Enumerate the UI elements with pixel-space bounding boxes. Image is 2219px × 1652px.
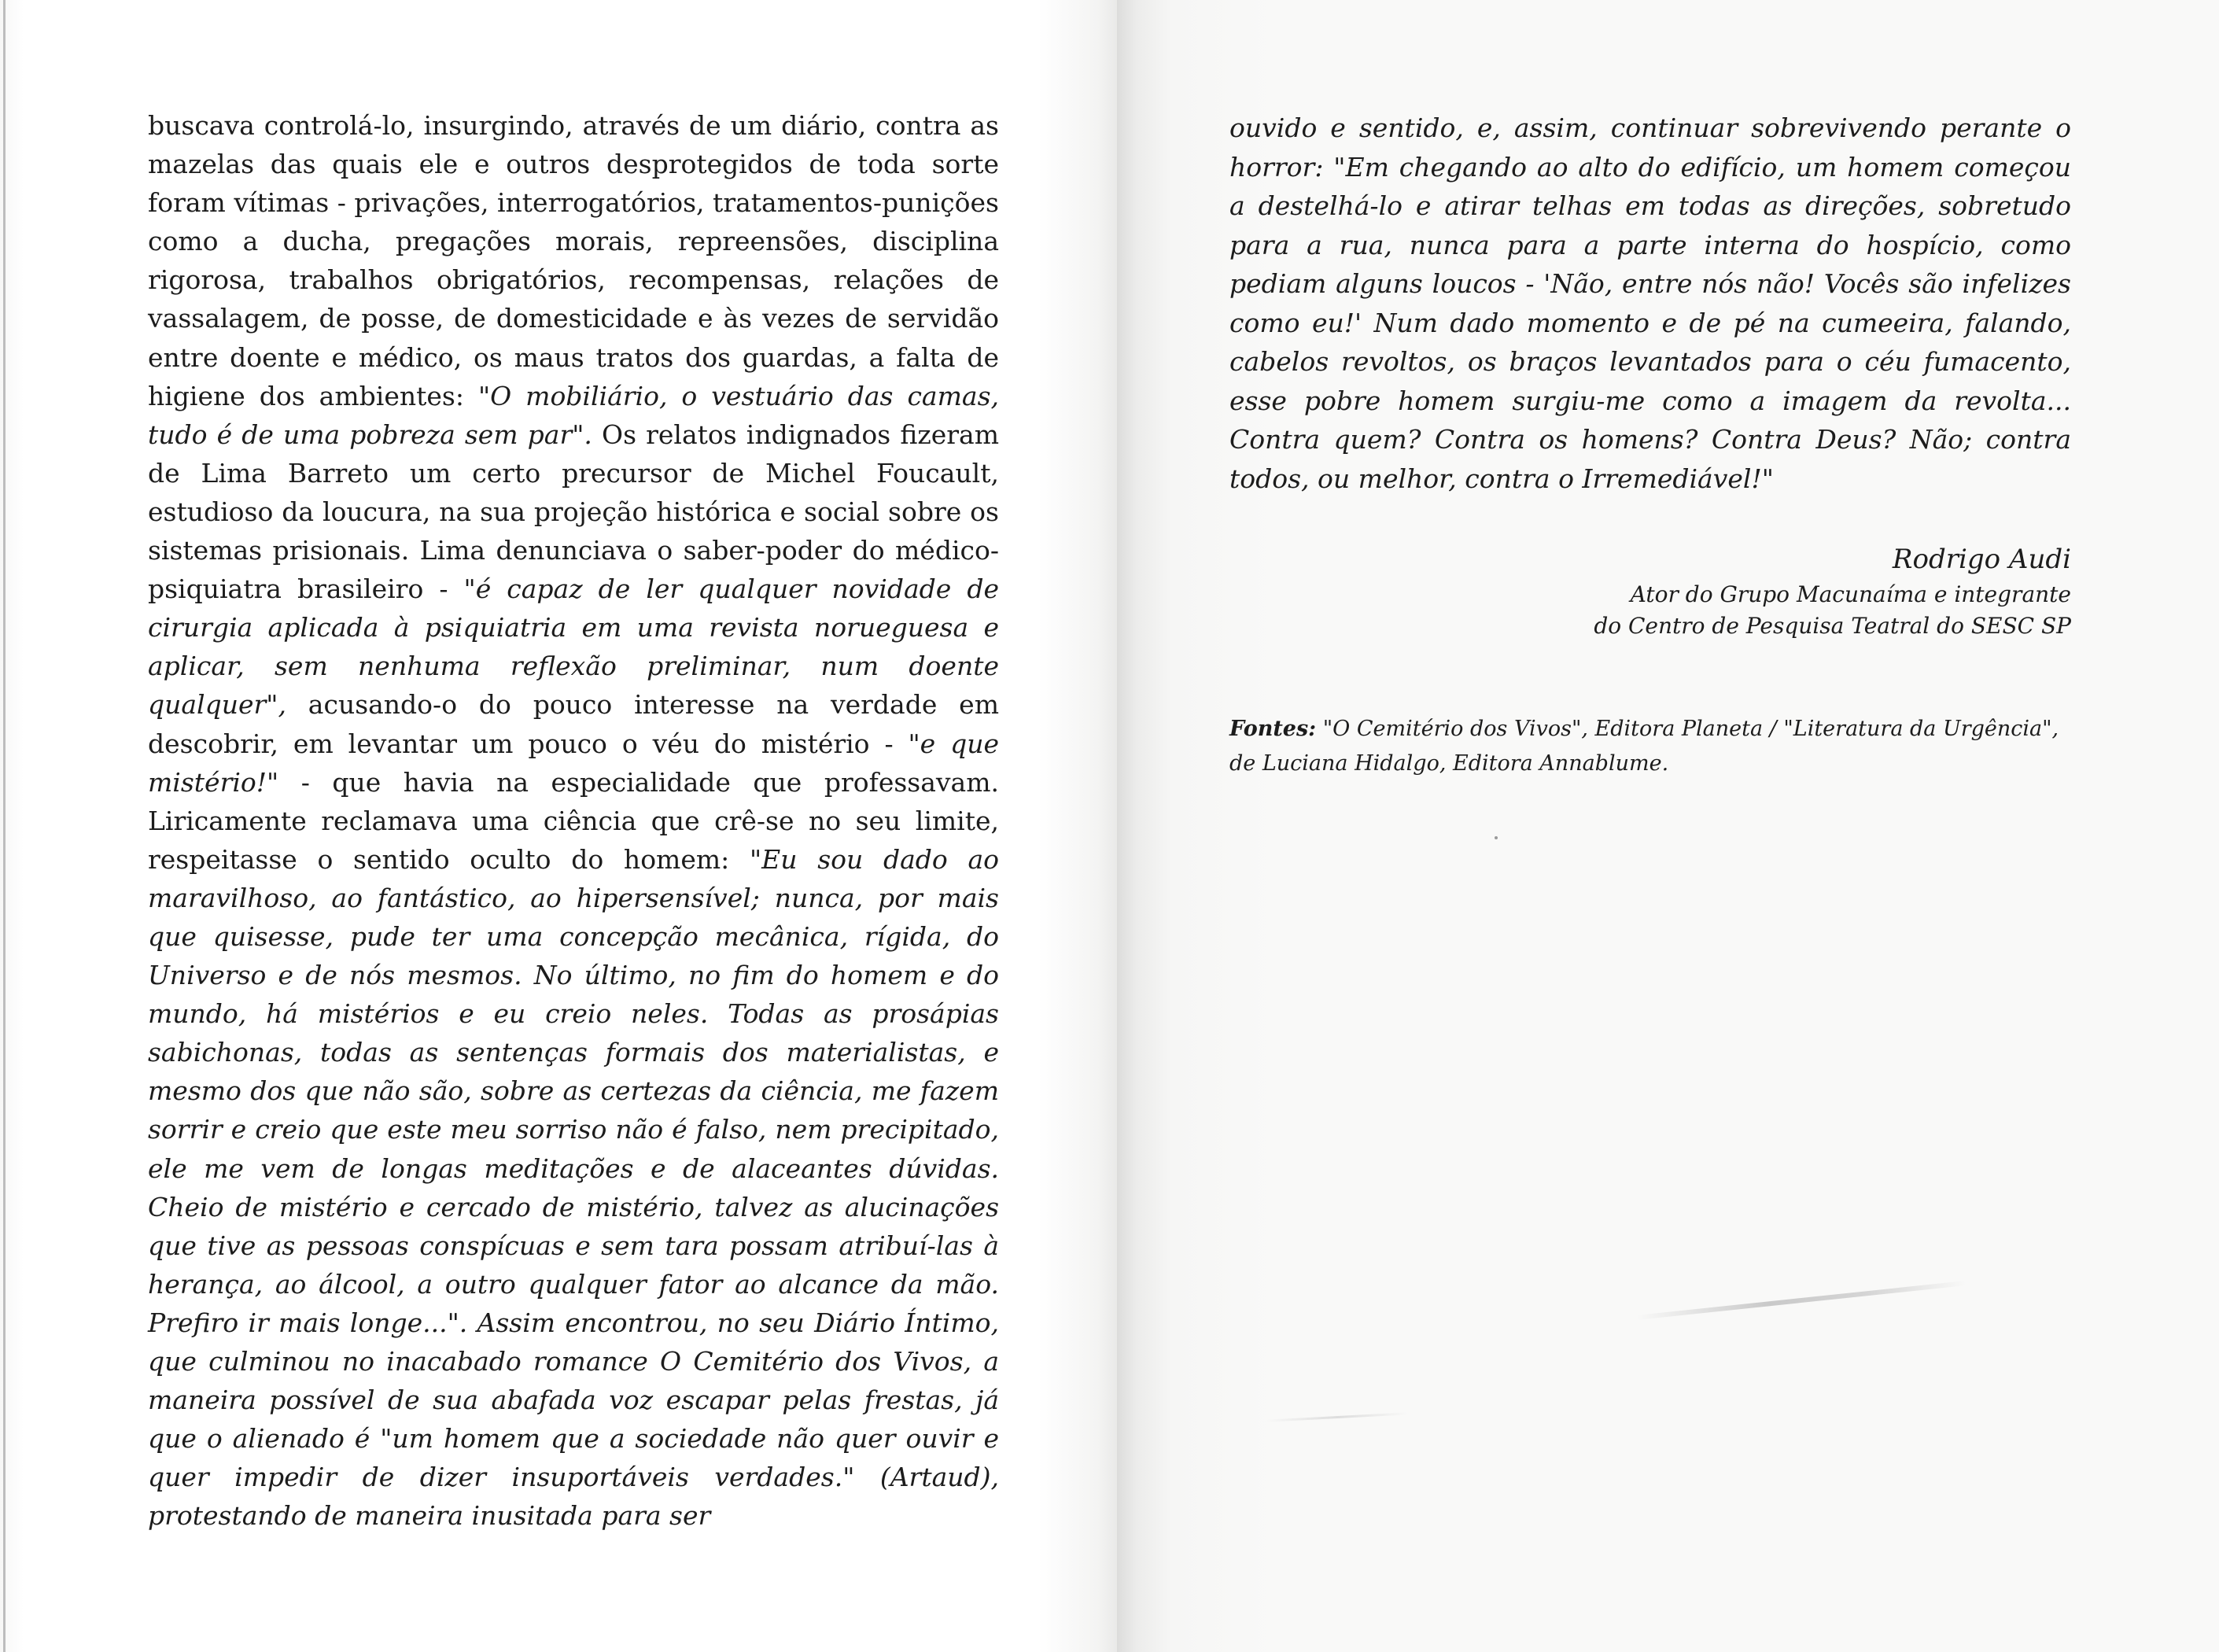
left-text-column [148, 106, 999, 1535]
binding-edge [3, 0, 6, 1652]
sources-line-1 [1229, 712, 2087, 747]
attribution [1229, 540, 2071, 642]
right-text-column [1229, 109, 2071, 498]
text-run: acusando-o do pouco interesse na verdade em descobrir, em levantar um pouco o véu do mistério - [148, 689, 999, 759]
sources-label: Fontes: [1229, 717, 1317, 741]
sources-text-1: "O Cemitério dos Vivos", Editora Planeta / "Literatura da Urgência", [1322, 717, 2059, 741]
author-role-line-1: Ator do Grupo Macunaíma e integrante [1630, 581, 2071, 607]
text-run: Os relatos indignados fizeram de Lima Barreto um certo precursor de Michel Foucault, estudioso da loucura, na sua projeção histórica e social sobre os sistemas prisionais. Lima denunciava o saber-poder do médico-psiquiatra brasileiro - [148, 419, 999, 605]
text-run: - que havia na especialidade que professavam. Liricamente reclamava uma ciência que crê-se no seu limite, respeitasse o sentido oculto do homem: [148, 766, 999, 875]
sources [1229, 712, 2087, 781]
quote-misterio: "e que mistério!" [148, 728, 999, 798]
body-paragraph [148, 106, 999, 1535]
paper-speck [1495, 836, 1498, 839]
sources-text-2: de Luciana Hidalgo, Editora Annablume. [1229, 751, 1669, 776]
quote-mobiliario: "O mobiliário, o vestuário das camas, tudo é de uma pobreza sem par". [148, 380, 1000, 450]
text-run: buscava controlá-lo, insurgindo, através de um diário, contra as mazelas das quais ele e outros desprotegidos de toda sorte foram vítimas - privações, interrogatórios, tratamentos-punições como a ducha, pregações morais, repreensões, disciplina rigorosa, trabalhos obrigatórios, recompensas, relações de vassalagem, de posse, de domesticidade e às vezes de servidão entre doente e médico, os maus tratos dos guardas, a falta de higiene dos ambientes: [148, 110, 999, 411]
author-name: Rodrigo Audi [1892, 544, 2071, 575]
quote-diario-intimo: "Eu sou dado ao maravilhoso, ao fantástico, ao hipersensível; nunca, por mais que quisesse, pude ter uma concepção mecânica, rígida, do Universo e de nós mesmos. No último, no fim do homem e do mundo, há mistérios e eu creio neles. Todas as prosápias sabichonas, todas as sentenças formais dos materialistas, e mesmo dos que não são, sobre as certezas da ciência, me fazem sorrir e creio que este meu sorriso não é falso, nem precipitado, ele me vem de longas meditações e de alaceantes dúvidas. Cheio de mistério e cercado de mistério, talvez as alucinações que tive as pessoas conspícuas e sem tara possam atribuí-las à herança, ao álcool, a outro qualquer fator ao alcance da mão. Prefiro ir mais longe...". Assim encontrou, no seu Diário Íntimo, que culminou no inacabado romance O Cemitério dos Vivos, a maneira possível de sua abafada voz escapar pelas frestas, já que o alienado é "um homem que a sociedade não quer ouvir e quer impedir de dizer insuportáveis verdades." (Artaud), protestando de maneira inusitada para ser [148, 843, 999, 1532]
quote-psiquiatra: "é capaz de ler qualquer novidade de cirurgia aplicada à psiquiatria em uma revista norueguesa e aplicar, sem nenhuma reflexão preliminar, num doente qualquer", [148, 573, 999, 721]
quote-paragraph: ouvido e sentido, e, assim, continuar sobrevivendo perante o horror: "Em chegando ao alto do edifício, um homem começou a destelhá-lo e atirar telhas em todas as direções, sobretudo para a rua, nunca para a parte interna do hospício, como pediam alguns loucos - 'Não, entre nós não! Vocês são infelizes como eu!' Num dado momento e de pé na cumeeira, falando, cabelos revoltos, os braços levantados para o céu fumacento, esse pobre homem surgiu-me como a imagem da revolta... Contra quem? Contra os homens? Contra Deus? Não; contra todos, ou melhor, contra o Irremediável!" [1229, 112, 2071, 494]
author-role-line-2: do Centro de Pesquisa Teatral do SESC SP [1594, 613, 2071, 639]
